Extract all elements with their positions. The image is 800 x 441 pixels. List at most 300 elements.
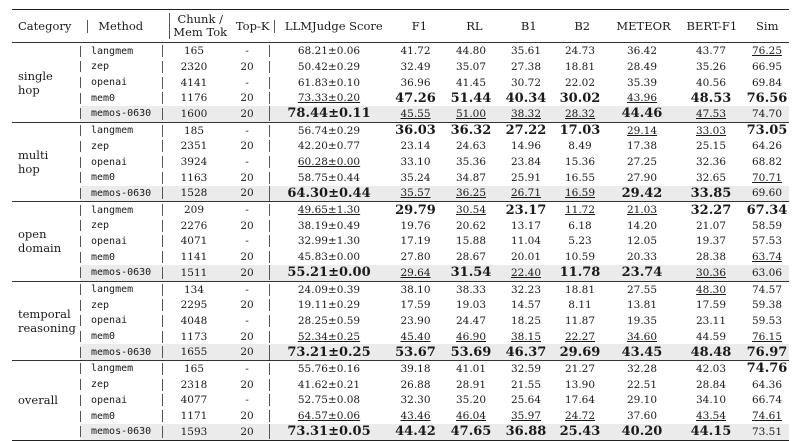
cell-chunk — [162, 125, 225, 137]
cell-f1-text: 29.64 — [400, 266, 431, 279]
cell-chunk — [162, 187, 225, 199]
cell-judge — [269, 424, 388, 439]
cell-b2 — [553, 235, 607, 247]
cell-meteor — [607, 140, 677, 152]
cell-f1-text: 45.55 — [400, 107, 431, 120]
cell-method-text: langmem — [91, 45, 134, 57]
cell-bertf1 — [677, 424, 745, 439]
cell-judge — [269, 45, 388, 57]
header-category: Category — [18, 18, 72, 33]
cell-b2 — [553, 123, 607, 138]
cell-rl-text: 28.67 — [455, 251, 487, 264]
cell-judge-text: 52.34±0.25 — [297, 330, 361, 343]
cell-judge-text: 32.99±1.30 — [297, 235, 361, 248]
cell-b1 — [499, 315, 553, 327]
cell-rl-text: 36.25 — [455, 187, 487, 200]
cell-meteor — [607, 45, 677, 57]
cell-b1-text: 27.22 — [505, 123, 547, 139]
cell-bertf1 — [677, 61, 745, 73]
header-llmjudge: LLMJudge Score — [274, 20, 392, 33]
cell-judge-text: 56.74±0.29 — [297, 124, 361, 137]
cell-chunk — [162, 363, 225, 375]
cell-chunk — [162, 410, 225, 422]
cell-topk-text: 20 — [240, 330, 254, 343]
table-row — [80, 249, 789, 265]
cell-b1-text: 32.59 — [510, 362, 542, 375]
cell-judge — [269, 140, 388, 152]
table-row — [80, 361, 789, 377]
cell-method-text: memos-0630 — [91, 187, 152, 199]
cell-judge — [269, 265, 388, 280]
cell-chunk-text: 2295 — [180, 299, 208, 312]
cell-rl-text: 24.47 — [455, 314, 487, 327]
cell-topk-text: 20 — [240, 266, 254, 279]
cell-meteor — [607, 379, 677, 391]
cell-bertf1 — [677, 172, 745, 184]
cell-b2 — [553, 315, 607, 327]
cell-chunk-text: 2276 — [180, 219, 208, 232]
cell-meteor — [607, 220, 677, 232]
group-3 — [12, 282, 789, 360]
cell-bertf1-text: 32.65 — [695, 171, 727, 184]
cell-chunk-text: 1511 — [180, 266, 208, 279]
cell-b2-text: 11.87 — [564, 314, 596, 327]
cell-b2 — [553, 77, 607, 89]
cell-topk — [225, 45, 269, 57]
cell-f1-text: 39.18 — [400, 362, 431, 375]
cell-meteor-text: 34.60 — [626, 330, 658, 343]
cell-b2-text: 11.78 — [559, 265, 601, 281]
table-row — [80, 59, 789, 75]
cell-rl-text: 41.45 — [455, 76, 487, 89]
cell-topk-text: - — [245, 124, 249, 137]
cell-judge — [269, 106, 388, 121]
cell-f1-text: 33.10 — [400, 156, 431, 169]
cell-f1-text: 23.14 — [400, 140, 431, 153]
cell-sim-text: 70.71 — [751, 171, 783, 184]
table-row — [80, 313, 789, 329]
cell-b2 — [553, 251, 607, 263]
cell-judge — [269, 61, 388, 73]
cell-sim-text: 68.82 — [751, 156, 783, 169]
cell-sim — [745, 235, 789, 247]
cell-f1-text: 26.88 — [400, 378, 431, 391]
cell-bertf1 — [677, 379, 745, 391]
cell-b2-text: 18.81 — [564, 60, 596, 73]
cell-chunk-text: 2318 — [180, 378, 208, 391]
cell-bertf1-text: 40.56 — [695, 76, 727, 89]
cell-sim — [745, 361, 789, 376]
cell-topk — [225, 220, 269, 232]
cell-chunk-text: 2351 — [180, 140, 208, 153]
cell-topk — [225, 379, 269, 391]
cell-chunk — [162, 92, 225, 104]
cell-f1-text: 19.76 — [400, 219, 431, 232]
cell-sim-text: 76.56 — [746, 90, 788, 106]
cell-bertf1-text: 32.27 — [690, 202, 732, 218]
cell-chunk — [162, 235, 225, 247]
cell-chunk — [162, 315, 225, 327]
cell-judge-text: 64.57±0.06 — [297, 410, 361, 423]
cell-sim-text: 66.74 — [751, 394, 783, 407]
cell-meteor-text: 23.74 — [621, 265, 663, 281]
cell-bertf1-text: 43.54 — [695, 410, 727, 423]
cell-b2 — [553, 284, 607, 296]
cell-sim-text: 74.57 — [751, 283, 783, 296]
cell-meteor-text: 29.10 — [626, 394, 658, 407]
cell-b2 — [553, 108, 607, 120]
cell-rl — [443, 331, 499, 343]
cell-meteor — [607, 345, 677, 360]
cell-rl — [443, 123, 499, 138]
cell-chunk — [162, 140, 225, 152]
cell-f1 — [388, 235, 443, 247]
cell-bertf1 — [677, 156, 745, 168]
cell-judge-text: 42.20±0.77 — [297, 140, 361, 153]
cell-chunk — [162, 299, 225, 311]
cell-method — [80, 236, 162, 247]
cell-bertf1-text: 28.84 — [695, 378, 727, 391]
cell-judge — [269, 156, 388, 168]
cell-b2-text: 28.32 — [564, 107, 596, 120]
cell-meteor — [607, 284, 677, 296]
cell-b1-text: 18.25 — [510, 314, 542, 327]
cell-f1-text: 38.10 — [400, 283, 431, 296]
cell-b1 — [499, 394, 553, 406]
cell-b2 — [553, 61, 607, 73]
cell-b2-text: 21.27 — [564, 362, 596, 375]
cell-rl — [443, 172, 499, 184]
cell-method-text: langmem — [91, 125, 134, 137]
group-4 — [12, 361, 789, 439]
cell-f1-text: 27.80 — [400, 251, 431, 264]
cell-meteor-text: 32.28 — [626, 362, 658, 375]
cell-meteor-text: 13.81 — [626, 299, 658, 312]
cell-chunk-text: 1528 — [180, 187, 208, 200]
cell-sim — [745, 331, 789, 343]
cell-f1-text: 17.59 — [400, 299, 431, 312]
cell-b1-text: 35.97 — [510, 410, 542, 423]
cell-method — [80, 157, 162, 168]
table-row — [80, 393, 789, 409]
cell-chunk — [162, 45, 225, 57]
cell-meteor-text: 43.45 — [621, 344, 663, 360]
cell-sim — [745, 284, 789, 296]
cell-b1 — [499, 91, 553, 106]
cell-rl-text: 35.07 — [455, 60, 487, 73]
cell-meteor — [607, 410, 677, 422]
cell-topk-text: - — [245, 283, 249, 296]
cell-b1-text: 30.72 — [510, 76, 542, 89]
cell-sim-text: 76.97 — [746, 344, 788, 360]
header-b2: B2 — [574, 18, 591, 33]
cell-b2 — [553, 424, 607, 439]
cell-meteor-text: 37.60 — [626, 410, 658, 423]
cell-b1 — [499, 108, 553, 120]
cell-method — [80, 61, 162, 72]
cell-meteor — [607, 251, 677, 263]
cell-f1-text: 35.57 — [400, 187, 431, 200]
cell-b1-text: 14.57 — [510, 299, 542, 312]
cell-meteor-text: 35.39 — [626, 76, 658, 89]
cell-sim-text: 74.70 — [751, 107, 783, 120]
cell-b1 — [499, 77, 553, 89]
header-f1: F1 — [411, 18, 428, 33]
cell-chunk-text: 1171 — [180, 410, 208, 423]
cell-topk-text: 20 — [240, 219, 254, 232]
cell-sim-text: 69.84 — [751, 76, 783, 89]
table-row — [80, 75, 789, 91]
cell-judge — [269, 363, 388, 375]
cell-bertf1-text: 42.03 — [695, 362, 727, 375]
cell-bertf1 — [677, 299, 745, 311]
cell-b2-text: 16.55 — [564, 171, 596, 184]
cell-f1 — [388, 156, 443, 168]
cell-rl — [443, 220, 499, 232]
cell-bertf1-text: 21.07 — [695, 219, 727, 232]
cell-bertf1 — [677, 77, 745, 89]
cell-b2 — [553, 156, 607, 168]
cell-topk-text: 20 — [240, 187, 254, 200]
cell-bertf1-text: 48.48 — [690, 344, 732, 360]
cell-meteor — [607, 106, 677, 121]
cell-judge-text: 52.75±0.08 — [297, 394, 361, 407]
cell-method-text: memos-0630 — [91, 267, 152, 279]
cell-bertf1-text: 28.38 — [695, 251, 727, 264]
cell-bertf1 — [677, 45, 745, 57]
cell-rl — [443, 140, 499, 152]
table-row — [80, 344, 789, 360]
cell-b1-text: 27.38 — [510, 60, 542, 73]
cell-meteor — [607, 235, 677, 247]
table-body — [12, 43, 789, 439]
cell-rl — [443, 45, 499, 57]
cell-judge-text: 41.62±0.21 — [297, 378, 361, 391]
cell-meteor — [607, 315, 677, 327]
cell-bertf1-text: 44.15 — [690, 424, 732, 440]
cell-b2 — [553, 331, 607, 343]
cell-topk-text: - — [245, 204, 249, 217]
cell-method-text: openai — [91, 235, 128, 247]
cell-meteor — [607, 424, 677, 439]
cell-b1-text: 25.91 — [510, 171, 542, 184]
table-row — [80, 234, 789, 250]
table-row — [80, 377, 789, 393]
cell-bertf1-text: 23.11 — [695, 314, 727, 327]
cell-f1-text: 47.26 — [395, 90, 436, 106]
cell-sim-text: 73.05 — [746, 123, 788, 139]
cell-method-text: zep — [91, 61, 110, 73]
cell-sim — [745, 345, 789, 360]
cell-meteor-text: 22.51 — [626, 378, 658, 391]
cell-method-text: memos-0630 — [91, 108, 152, 120]
group-2 — [12, 202, 789, 280]
cell-b1-text: 25.64 — [510, 394, 542, 407]
cell-chunk — [162, 77, 225, 89]
cell-sim-text: 66.95 — [751, 60, 783, 73]
cell-meteor-text: 29.14 — [626, 124, 658, 137]
cell-f1 — [388, 284, 443, 296]
cell-b1-text: 40.34 — [505, 90, 547, 106]
cell-meteor — [607, 299, 677, 311]
cell-meteor-text: 12.05 — [626, 235, 658, 248]
cell-topk — [225, 61, 269, 73]
cell-f1-text: 23.90 — [400, 314, 431, 327]
cell-rl-text: 38.33 — [455, 283, 487, 296]
cell-meteor — [607, 156, 677, 168]
cell-method — [80, 395, 162, 406]
cell-method-text: zep — [91, 299, 110, 311]
cell-method — [80, 363, 162, 374]
cell-b1 — [499, 410, 553, 422]
cell-meteor — [607, 77, 677, 89]
cell-b1 — [499, 251, 553, 263]
table-row — [80, 408, 789, 424]
cell-b2-text: 8.49 — [568, 140, 592, 153]
cell-sim-text: 74.61 — [751, 410, 783, 423]
table-row — [80, 90, 789, 106]
cell-meteor-text: 17.38 — [626, 140, 658, 153]
cell-meteor — [607, 61, 677, 73]
group-1 — [12, 123, 789, 201]
cell-method-text: zep — [91, 379, 110, 391]
cell-topk — [225, 172, 269, 184]
cell-method — [80, 108, 162, 119]
cell-b1 — [499, 123, 553, 138]
cell-method-text: memos-0630 — [91, 346, 152, 358]
cell-method — [80, 93, 162, 104]
cell-topk — [225, 108, 269, 120]
cell-meteor-text: 44.46 — [621, 106, 663, 122]
cell-meteor-text: 40.20 — [621, 424, 663, 440]
cell-rl — [443, 345, 499, 360]
cell-chunk — [162, 267, 225, 279]
cell-judge-text: 28.25±0.59 — [297, 314, 361, 327]
cell-f1-text: 45.40 — [400, 330, 431, 343]
cell-sim — [745, 140, 789, 152]
cell-meteor-text: 43.96 — [626, 92, 658, 105]
cell-b1-text: 32.23 — [510, 283, 542, 296]
cell-b1 — [499, 284, 553, 296]
cell-f1 — [388, 424, 443, 439]
cell-f1 — [388, 331, 443, 343]
cell-method — [80, 172, 162, 183]
cell-topk-text: 20 — [240, 299, 254, 312]
cell-judge — [269, 172, 388, 184]
cell-f1 — [388, 363, 443, 375]
cell-topk — [225, 346, 269, 358]
cell-b2-text: 5.23 — [568, 235, 592, 248]
cell-b2 — [553, 394, 607, 406]
cell-judge-text: 58.75±0.44 — [297, 171, 361, 184]
cell-rl — [443, 77, 499, 89]
category-label: temporal reasoning — [18, 306, 76, 335]
cell-judge-text: 24.09±0.39 — [297, 283, 361, 296]
cell-f1 — [388, 203, 443, 218]
table-row — [80, 329, 789, 345]
header-b1: B1 — [520, 18, 537, 33]
table-row — [80, 43, 789, 59]
cell-method-text: memos-0630 — [91, 426, 152, 438]
cell-topk-text: - — [245, 394, 249, 407]
cell-judge-text: 45.83±0.00 — [297, 251, 361, 264]
cell-sim — [745, 108, 789, 120]
results-table — [12, 9, 789, 441]
cell-b1 — [499, 61, 553, 73]
cell-b1 — [499, 345, 553, 360]
cell-f1 — [388, 123, 443, 138]
cell-chunk-text: 1173 — [180, 330, 208, 343]
cell-judge-text: 60.28±0.00 — [297, 156, 361, 169]
cell-method — [80, 411, 162, 422]
cell-sim-text: 63.06 — [751, 266, 783, 279]
cell-meteor-text: 29.42 — [621, 185, 663, 201]
cell-rl-text: 47.65 — [450, 424, 492, 440]
cell-rl — [443, 265, 499, 280]
cell-b2 — [553, 204, 607, 216]
cell-topk — [225, 426, 269, 438]
cell-f1-text: 36.96 — [400, 76, 431, 89]
cell-f1 — [388, 379, 443, 391]
cell-b2-text: 10.59 — [564, 251, 596, 264]
cell-chunk-text: 3924 — [180, 156, 208, 169]
cell-b1-text: 26.71 — [510, 187, 542, 200]
cell-bertf1-text: 48.30 — [695, 283, 727, 296]
cell-rl-text: 46.04 — [455, 410, 487, 423]
cell-f1 — [388, 345, 443, 360]
cell-topk — [225, 187, 269, 199]
cell-b2 — [553, 91, 607, 106]
cell-rl-text: 15.88 — [455, 235, 487, 248]
cell-topk — [225, 156, 269, 168]
cell-sim-text: 76.25 — [751, 45, 783, 58]
cell-topk-text: 20 — [240, 410, 254, 423]
cell-b2-text: 17.64 — [564, 394, 596, 407]
cell-b1 — [499, 140, 553, 152]
cell-method — [80, 252, 162, 263]
cell-b2 — [553, 299, 607, 311]
cell-b2 — [553, 363, 607, 375]
cell-bertf1 — [677, 331, 745, 343]
cell-b1 — [499, 187, 553, 199]
cell-method-text: langmem — [91, 363, 134, 375]
cell-judge — [269, 251, 388, 263]
cell-rl-text: 46.90 — [455, 330, 487, 343]
cell-judge-text: 50.42±0.29 — [297, 60, 361, 73]
cell-b2-text: 24.73 — [564, 45, 596, 58]
cell-rl-text: 51.00 — [455, 107, 487, 120]
cell-b1 — [499, 172, 553, 184]
cell-f1-text: 29.79 — [395, 202, 436, 218]
cell-rl — [443, 424, 499, 439]
table-row — [80, 218, 789, 234]
cell-b2-text: 30.02 — [559, 90, 601, 106]
cell-bertf1 — [677, 267, 745, 279]
cell-bertf1 — [677, 203, 745, 218]
cell-rl-text: 31.54 — [450, 265, 492, 281]
cell-topk-text: - — [245, 314, 249, 327]
header-meteor: METEOR — [616, 18, 671, 33]
cell-bertf1-text: 44.59 — [695, 330, 727, 343]
cell-b2-text: 15.36 — [564, 156, 596, 169]
cell-chunk — [162, 331, 225, 343]
cell-method-text: mem0 — [91, 92, 116, 104]
cell-method — [80, 46, 162, 57]
cell-chunk-text: 1600 — [180, 107, 208, 120]
cell-topk — [225, 77, 269, 89]
cell-chunk-text: 209 — [183, 204, 205, 217]
cell-sim — [745, 299, 789, 311]
